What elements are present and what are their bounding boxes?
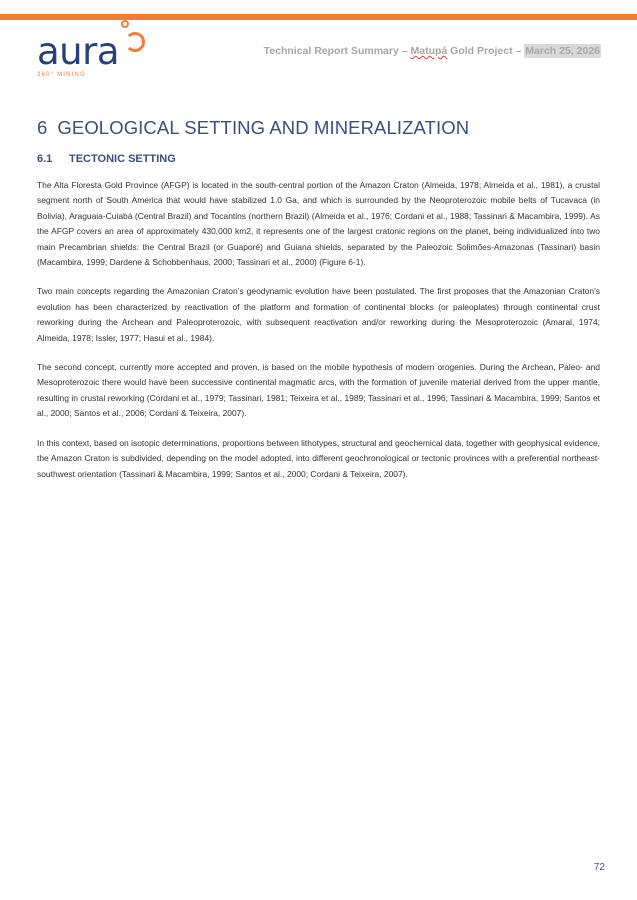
top-accent-bar xyxy=(0,14,637,20)
running-header-date: March 25, 2026 xyxy=(525,45,600,57)
running-header-project: Matupá xyxy=(410,45,448,57)
aura-logo xyxy=(37,24,147,84)
running-header-middle: Gold Project – xyxy=(447,45,525,57)
section-heading xyxy=(37,117,469,139)
running-header xyxy=(264,45,601,57)
paragraph: The second concept, currently more accepted and proven, is based on the mobile hypothesis of modern orogenies. During the Archean, Paleo- and Mesoproterozoic there would have been successive continental magmatic arcs, with the formation of juvenile material derived from the upper mantle, resulting in crustal reworking (Cordani et al., 1979; Tassinari, 1981; Teixeira et al., 1989; Tassinari et al., 1996; Tassinari & Macambira, 1999; Santos et al., 2000; Santos et al., 2006; Cordani & Teixeira, 2007). xyxy=(37,362,600,419)
subsection-heading xyxy=(37,153,176,165)
running-header-prefix: Technical Report Summary – xyxy=(263,45,411,57)
body-text xyxy=(37,178,600,496)
subsection-number: 6.1 xyxy=(37,153,53,165)
page-number: 72 xyxy=(593,862,605,873)
logo-dot-icon xyxy=(121,20,129,28)
logo-arc-icon xyxy=(125,32,145,52)
paragraph: The Alta Floresta Gold Province (AFGP) is located in the south-central portion of the Amazon Craton (Almeida, 1978; Almeida et al., 1981), a crustal segment north of South America that would have stabilized 1.0 Ga, and which is surrounded by the Neoproterozoic mobile belts of Tucavaca (in Bolivia), Araguaia-Cuiabá (Central Brazil) and Tocantins (northern Brazil) (Almeida et al., 1976; Cordani et al., 1988; Tassinari & Macambira, 1999). As the AFGP covers an area of approximately 430,000 km2, it represents one of the largest cratonic regions on the planet, being individualized into two main Precambrian shields: the Central Brazil (or Guaporé) and Guiana shields, separated by the Paleozoic Solimões-Amazonas (Tassinari) basin (Macambira, 1999; Dardene & Schobbenhaus, 2000; Tassinari et al., 2000) (Figure 6-1). xyxy=(37,180,600,268)
logo-tagline: 360° MINING xyxy=(37,72,86,78)
paragraph: In this context, based on isotopic determinations, proportions between lithotypes, structural and geochemical data, together with geophysical evidence, the Amazon Craton is subdivided, depending on the model adopted, into different geochronological or tectonic provinces with a preferential northeast-southwest orientation (Tassinari & Macambira, 1999; Santos et al., 2000; Cordani & Teixeira, 2007). xyxy=(37,437,600,479)
subsection-title: TECTONIC SETTING xyxy=(69,153,176,165)
section-number: 6 xyxy=(37,117,48,138)
paragraph: Two main concepts regarding the Amazonian Craton’s geodynamic evolution have been postulated. The first proposes that the Amazonian Craton’s evolution has been characterized by reactivation of the platform and formation of continental blocks (or paleoplates) through continental crust reworking during the Archean and Paleoproterozoic, with subsequent reactivation and/or reworking during the Mesoproterozoic (Amaral, 1974; Almeida, 1978; Issler, 1977; Hasui et al., 1984). xyxy=(37,286,600,343)
section-title: GEOLOGICAL SETTING AND MINERALIZATION xyxy=(57,117,470,138)
logo-wordmark: aura xyxy=(37,30,120,73)
